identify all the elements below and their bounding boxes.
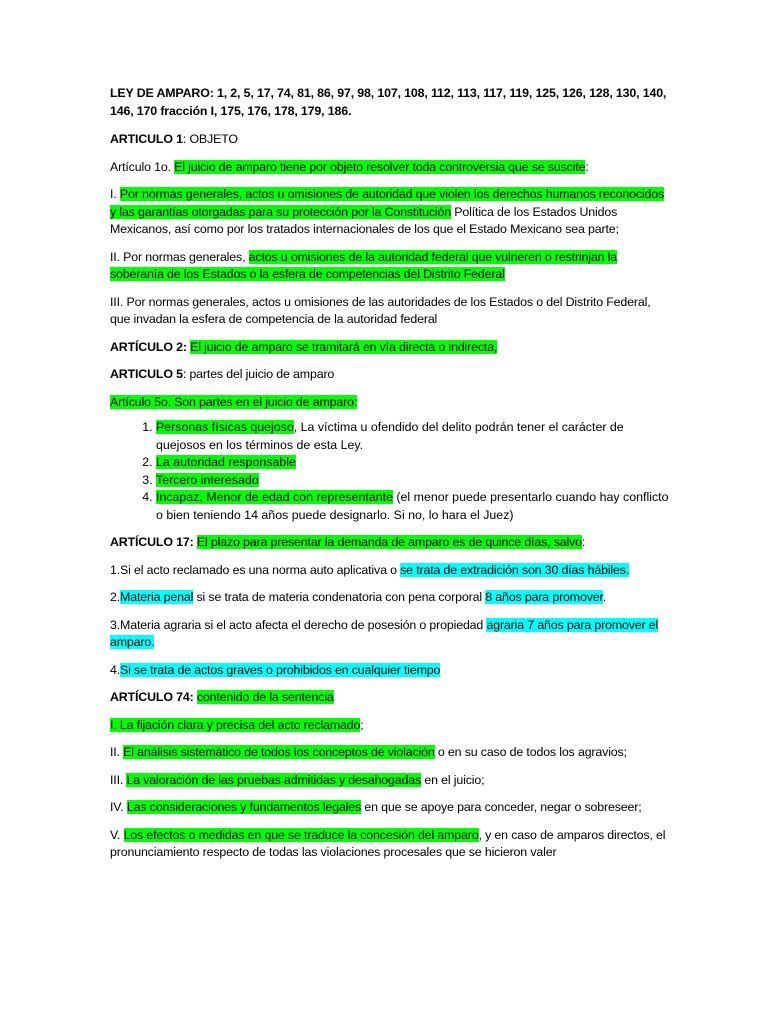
green-highlight: I. La fijación clara y precisa del acto reclamado	[110, 717, 361, 732]
green-highlight: El plazo para presentar la demanda de amparo es de quince días, salvo	[196, 535, 582, 549]
article-17-point-2: 2.Materia penal si se trata de materia condenatoria con pena corporal 8 años para promover.	[110, 590, 607, 604]
article-17-label: ARTÍCULO 17	[110, 535, 190, 549]
article-17-heading: ARTÍCULO 17: El plazo para presentar la demanda de amparo es de quince días, salvo:	[110, 535, 586, 549]
cyan-highlight: agraria 7 años para promover el amparo.	[110, 617, 659, 649]
cyan-highlight: se trata de extradición son 30 días hábiles.	[400, 562, 630, 577]
green-highlight: La valoración de las pruebas admitidas y desahogadas	[126, 772, 422, 787]
article-74-heading: ARTÍCULO 74: contenido de la sentencia	[110, 690, 334, 704]
document-body	[110, 85, 670, 872]
cyan-highlight: 8 años para promover	[485, 590, 603, 604]
green-highlight: Las consideraciones y fundamentos legales	[126, 800, 362, 814]
green-highlight: Los efectos o medidas en que se traduce la concesión del amparo	[123, 827, 479, 842]
article-17-point-1: 1.Si el acto reclamado es una norma auto aplicativa o se trata de extradición son 30 días hábiles.	[110, 562, 630, 577]
article-5-intro	[110, 394, 670, 412]
green-highlight: Tercero interesado	[156, 472, 259, 487]
green-highlight: Artículo 5o. Son partes en el juicio de amparo:	[110, 394, 358, 409]
article-17-point-4: 4.Si se trata de actos graves o prohibidos en cualquier tiempo	[110, 662, 441, 677]
green-highlight: Incapaz, Menor de edad con representante	[156, 490, 393, 504]
green-highlight: actos u omisiones de la autoridad federal que vulneren o restrinjan la soberanía de los Estados o la esfera de competencias del Distrito Federal	[110, 249, 618, 281]
article-2-label: ARTÍCULO 2	[110, 339, 183, 354]
article-1-intro: Artículo 1o. El juicio de amparo tiene por objeto resolver toda controversia que se suscite:	[110, 159, 589, 174]
article-17-point-3: 3.Materia agraria si el acto afecta el derecho de posesión o propiedad agraria 7 años para promover el amparo.	[110, 617, 659, 649]
list-item: 1. Personas físicas quejoso, La víctima u ofendido del delito podrán tener el carácter de quejosos en los términos de esta Ley.	[156, 419, 670, 454]
green-highlight: El juicio de amparo tiene por objeto resolver toda controversia que se suscite	[174, 159, 586, 174]
article-5-heading: ARTICULO 5: partes del juicio de amparo	[110, 367, 335, 381]
article-74-fraction-5: V. Los efectos o medidas en que se traduce la concesión del amparo, y en caso de amparos directos, el pronunciamiento respecto de todas las violaciones procesales que se hicieron valer	[110, 827, 666, 859]
article-1-label: ARTICULO 1	[110, 132, 183, 146]
article-74-fraction-2: II. El análisis sistemático de todos los conceptos de violación o en su caso de todos los agravios;	[110, 745, 627, 759]
green-highlight: Personas físicas quejoso	[156, 420, 294, 434]
list-item	[156, 472, 670, 490]
green-highlight: contenido de la sentencia	[196, 690, 334, 704]
article-74-label: ARTÍCULO 74	[110, 690, 190, 704]
document-title: LEY DE AMPARO: 1, 2, 5, 17, 74, 81, 86, 97, 98, 107, 108, 112, 113, 117, 119, 125, 126, 128, 130, 140, 146, 170 fracción I, 175, 176, 178, 179, 186.	[110, 86, 667, 118]
article-5-parties-list	[110, 419, 670, 524]
list-item	[156, 454, 670, 472]
article-1-heading: ARTICULO 1: OBJETO	[110, 132, 238, 146]
article-2: ARTÍCULO 2: El juicio de amparo se tramitará en vía directa o indirecta,	[110, 339, 498, 354]
article-1-fraction-3: III. Por normas generales, actos u omisiones de las autoridades de los Estados o del Distrito Federal, que invadan la esfera de competencia de la autoridad federal	[110, 294, 651, 326]
article-1-fraction-1: I. Por normas generales, actos u omisiones de autoridad que violen los derechos humanos reconocidos y las garantías otorgadas para su protección por la Constitución Política de los Estados Unidos Mexicanos, así como por los tratados internacionales de los que el Estado Mexicano sea parte;	[110, 187, 665, 236]
green-highlight: Por normas generales, actos u omisiones de autoridad que violen los derechos humanos reconocidos y las garantías otorgadas para su protección por la Constitución	[110, 187, 665, 219]
green-highlight: La autoridad responsable	[156, 455, 296, 469]
list-item: 4. Incapaz, Menor de edad con representante (el menor puede presentarlo cuando hay conflicto o bien teniendo 14 años puede designarlo. Si no, lo hara el Juez)	[156, 489, 670, 524]
article-1-fraction-2: II. Por normas generales, actos u omisiones de la autoridad federal que vulneren o restrinjan la soberanía de los Estados o la esfera de competencias del Distrito Federal	[110, 249, 618, 281]
cyan-highlight: Materia penal	[120, 590, 194, 604]
green-highlight: El análisis sistemático de todos los conceptos de violación	[123, 745, 435, 759]
article-74-fraction-1: I. La fijación clara y precisa del acto reclamado;	[110, 717, 364, 732]
article-5-label: ARTICULO 5	[110, 367, 183, 381]
article-74-fraction-4: IV. Las consideraciones y fundamentos legales en que se apoye para conceder, negar o sobreseer;	[110, 800, 642, 814]
green-highlight: El juicio de amparo se tramitará en vía directa o indirecta,	[190, 339, 498, 354]
article-74-fraction-3: III. La valoración de las pruebas admitidas y desahogadas en el juicio;	[110, 772, 485, 787]
cyan-highlight: Si se trata de actos graves o prohibidos en cualquier tiempo	[120, 662, 441, 677]
